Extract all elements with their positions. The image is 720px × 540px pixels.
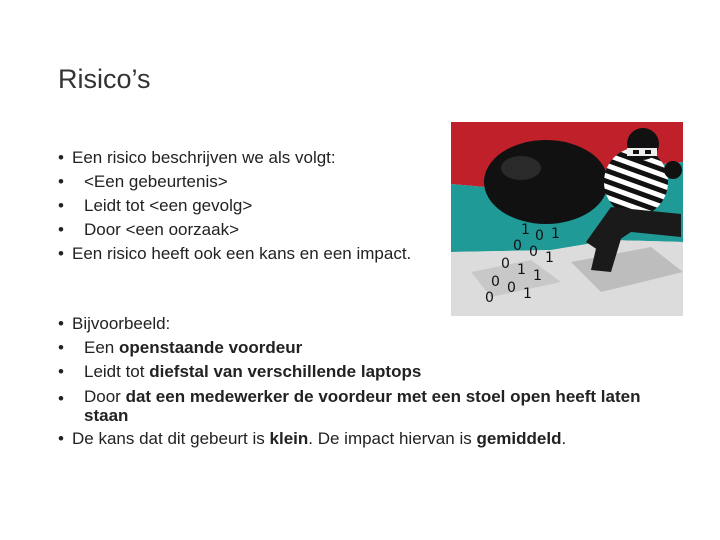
definition-item-event: • <Een gebeurtenis> xyxy=(58,170,411,194)
digit-glyph: 0 xyxy=(507,280,516,296)
bullet-icon: • xyxy=(58,314,64,333)
digit-glyph: 0 xyxy=(535,228,544,244)
bullet-icon: • xyxy=(58,338,64,357)
bullet-icon: • xyxy=(58,172,64,191)
digit-glyph: 0 xyxy=(513,238,522,254)
bullet-icon: • xyxy=(58,244,64,263)
digit-glyph: 0 xyxy=(543,210,552,226)
example-item-event: • Een openstaande voordeur xyxy=(58,336,664,360)
definition-item-consequence: • Leidt tot <een gevolg> xyxy=(58,194,411,218)
bullet-icon: • xyxy=(58,389,64,408)
bullet-icon: • xyxy=(58,429,64,448)
example-list xyxy=(58,312,664,451)
digit-glyph: 0 xyxy=(501,256,510,272)
digit-glyph: 0 xyxy=(491,274,500,290)
definition-item-cause: • Door <een oorzaak> xyxy=(58,218,411,242)
bullet-icon: • xyxy=(58,148,64,167)
digit-glyph: 1 xyxy=(533,268,542,284)
definition-intro: • Een risico beschrijven we als volgt: xyxy=(58,146,411,170)
digit-glyph: 1 xyxy=(523,286,532,302)
slide-title: Risico’s xyxy=(58,64,151,94)
digit-glyph: 1 xyxy=(551,226,560,242)
bullet-icon: • xyxy=(58,196,64,215)
thief-with-bag-icon xyxy=(451,122,683,316)
digit-glyph: 0 xyxy=(529,244,538,260)
digit-glyph: 1 xyxy=(517,262,526,278)
definition-outro: • Een risico heeft ook een kans en een impact. xyxy=(58,242,411,266)
digit-glyph: 0 xyxy=(555,206,564,222)
digit-glyph: 0 xyxy=(485,290,494,306)
bullet-icon: • xyxy=(58,362,64,381)
bullet-icon: • xyxy=(58,220,64,239)
digit-glyph: 1 xyxy=(521,222,530,238)
example-item-consequence: • Leidt tot diefstal van verschillende laptops xyxy=(58,360,664,384)
example-item-cause: • Door dat een medewerker de voordeur met een stoel open heeft laten staan xyxy=(58,387,641,425)
digit-glyph: 1 xyxy=(529,202,538,218)
risk-definition-list xyxy=(58,146,411,266)
digit-glyph: 1 xyxy=(545,250,554,266)
example-intro: • Bijvoorbeeld: xyxy=(58,312,664,336)
example-closing: • De kans dat dit gebeurt is klein. De impact hiervan is gemiddeld. xyxy=(58,427,664,451)
thief-illustration xyxy=(451,122,683,316)
